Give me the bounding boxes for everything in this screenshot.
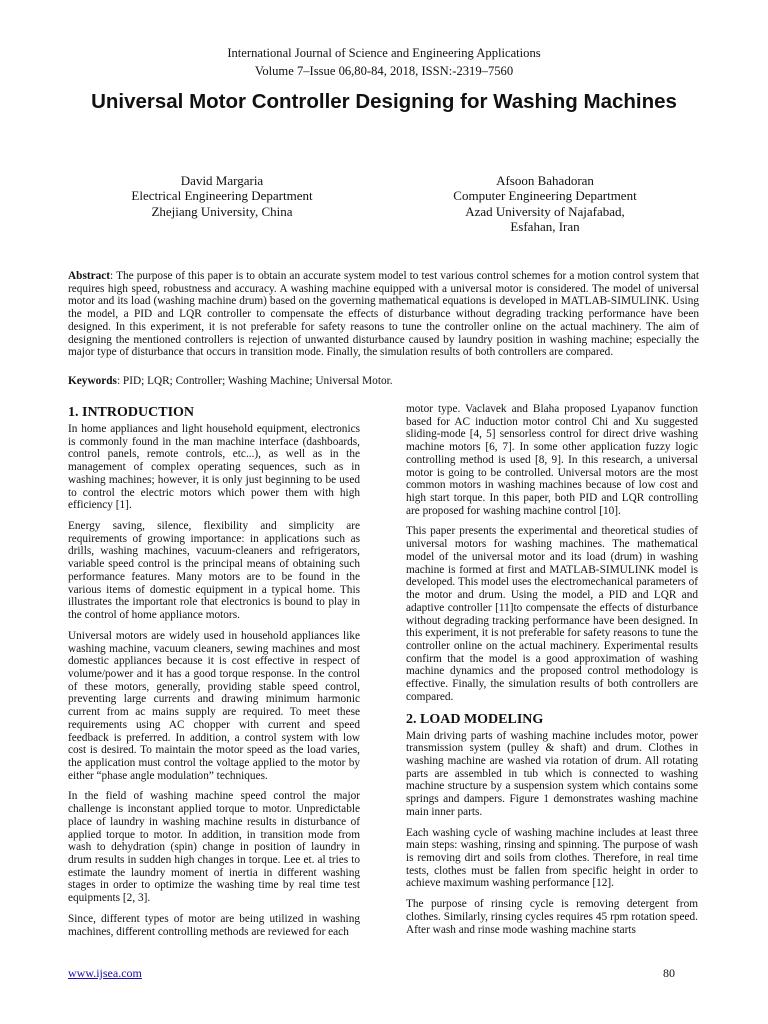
section-heading-load-modeling: 2. LOAD MODELING <box>406 711 544 727</box>
author-location: Esfahan, Iran <box>510 219 580 235</box>
paragraph: motor type. Vaclavek and Blaha proposed Lyapanov function based for AC induction motor control Chi and Xu suggested sliding-mode [4, 5] sensorless control for direct drive washing machine motors [6, 7]. In some other application fuzzy logic controlling method is used [8, 9]. In this research, a universal motor is going to be controlled. Universal motors are the most common motors in washing machines because of low cost and high start torque. In this paper, both PID and LQR controlling are proposed for washing machine control [10]. <box>406 403 698 517</box>
author-block-2 <box>405 173 685 235</box>
author-department: Electrical Engineering Department <box>131 188 313 204</box>
keywords <box>68 375 699 388</box>
paragraph: Each washing cycle of washing machine includes at least three main steps: washing, rinsing and spinning. The purpose of wash is removing dirt and soils from clothes. Therefore, in real time tests, clothes must be fallen from specific height in order to achieve maximum washing performance [12]. <box>406 826 698 890</box>
keywords-text: : PID; LQR; Controller; Washing Machine; Universal Motor. <box>116 375 393 387</box>
paragraph: In the field of washing machine speed control the major challenge is inconstant applied torque to motor. Unpredictable place of laundry in washing machine results in disturbance of applied torque to motor. In addition, in transition mode from wash to dehydration (spin) change in position of laundry in drum results in sudden high changes in torque. Lee et. al tries to estimate the laundry moment of inertia in different washing stages in order to optimize the washing time by real time test equipments [2, 3]. <box>68 790 360 905</box>
paragraph: The purpose of rinsing cycle is removing detergent from clothes. Similarly, rinsing cycles requires 45 rpm rotation speed. After wash and rinse mode washing machine starts <box>406 898 698 936</box>
journal-name: International Journal of Science and Engineering Applications <box>227 46 541 60</box>
paragraph: Energy saving, silence, flexibility and simplicity are requirements of growing importance: in applications such as drills, washing machines, vacuum-cleaners and refrigerators, variable speed control is the principal means of obtaining such performance features. Many motors are to be found in the various items of domestic equipment in a typical home. This illustrates the important role that electronics is bound to play in the control of home appliance motors. <box>68 520 360 622</box>
paragraph: In home appliances and light household equipment, electronics is commonly found in the man machine interface (dashboards, control panels, remote controls, etc...), as well as in the management of complex operating sequences, such as in washing machines; however, it is only just beginning to be used to control the electric motors which power them with high efficiency [1]. <box>68 423 360 512</box>
author-affiliation: Azad University of Najafabad, <box>465 203 625 219</box>
keywords-label: Keywords <box>68 375 117 387</box>
author-department: Computer Engineering Department <box>453 188 637 204</box>
left-column <box>68 403 360 946</box>
author-affiliation: Zhejiang University, China <box>151 203 293 219</box>
journal-website-link[interactable]: www.ijsea.com <box>68 966 142 980</box>
author-name: Afsoon Bahadoran <box>496 173 594 188</box>
right-column <box>406 403 698 944</box>
paragraph: Since, different types of motor are being utilized in washing machines, different controlling methods are reviewed for each <box>68 912 360 938</box>
journal-header <box>0 44 768 80</box>
abstract-label: Abstract <box>68 270 111 282</box>
paragraph: Main driving parts of washing machine includes motor, power transmission system (pulley & shaft) and drum. Clothes in washing machine are washed via rotation of drum. All rotating parts are assembled in tub which is connected to washing machine structure by a suspension system which contains some springs and dampers. Figure 1 demonstrates washing machine main inner parts. <box>406 729 698 818</box>
author-block-1 <box>90 173 354 219</box>
paragraph: Universal motors are widely used in household appliances like washing machine, vacuum cleaners, sewing machines and most domestic appliances because it is cost effective in respect of volume/power and it has a good torque response. In the control of these motors, generally, providing stable speed control, preventing large currents and drawing minimum harmonic current from ac mains supply are required. To meet these requirements using AC chopper with current and speed feedback is preferred. In addition, a control system with low cost is desired. To maintain the motor speed as the load varies, the application must control the voltage applied to the motor by either “phase angle modulation” techniques. <box>68 629 360 782</box>
abstract-text: : The purpose of this paper is to obtain an accurate system model to test various control schemes for a motion control system that requires high speed, robustness and accuracy. A washing machine equipped with a universal motor is considered. The model of universal motor and its load (washing machine drum) based on the governing mathematical equations is developed in MATLAB-SIMULINK. Using the model, a PID and LQR controller to compensate the effects of disturbance without degrading tracking performance have been designed. In this experiment, it is not preferable for safety reasons to tune the controller online on the actual machinery. The aim of designing the mentioned controllers is rejection of unwanted disturbance caused by laundry position in washing machine; especially the major type of disturbance that occurs in transition mode. Finally, the simulation results of both controllers are compared. <box>68 270 699 359</box>
paper-title: Universal Motor Controller Designing for Washing Machines <box>91 90 677 113</box>
volume-line: Volume 7–Issue 06,80-84, 2018, ISSN:-2319–7560 <box>254 64 514 78</box>
author-name: David Margaria <box>180 173 264 188</box>
section-heading-introduction: 1. INTRODUCTION <box>68 405 195 420</box>
abstract <box>68 270 699 359</box>
page-number: 80 <box>663 966 675 980</box>
paragraph: This paper presents the experimental and theoretical studies of universal motors for washing machines. The mathematical model of the universal motor and its load (drum) in washing machine is formed at first and MATLAB-SIMULINK model is developed. This model uses the electromechanical parameters of the motor and drum. Using the model, a PID and LQR and adaptive controller [11]to compensate the effects of disturbance without degrading tracking performance have been designed. In this experiment, it is not preferable for safety reasons to tune the controller online on the actual machinery. Experimental results confirm that the model is a good approximation of washing machine dynamics and the proposed control methodology is effective. Finally, the simulation results of both controllers are compared. <box>406 525 698 703</box>
